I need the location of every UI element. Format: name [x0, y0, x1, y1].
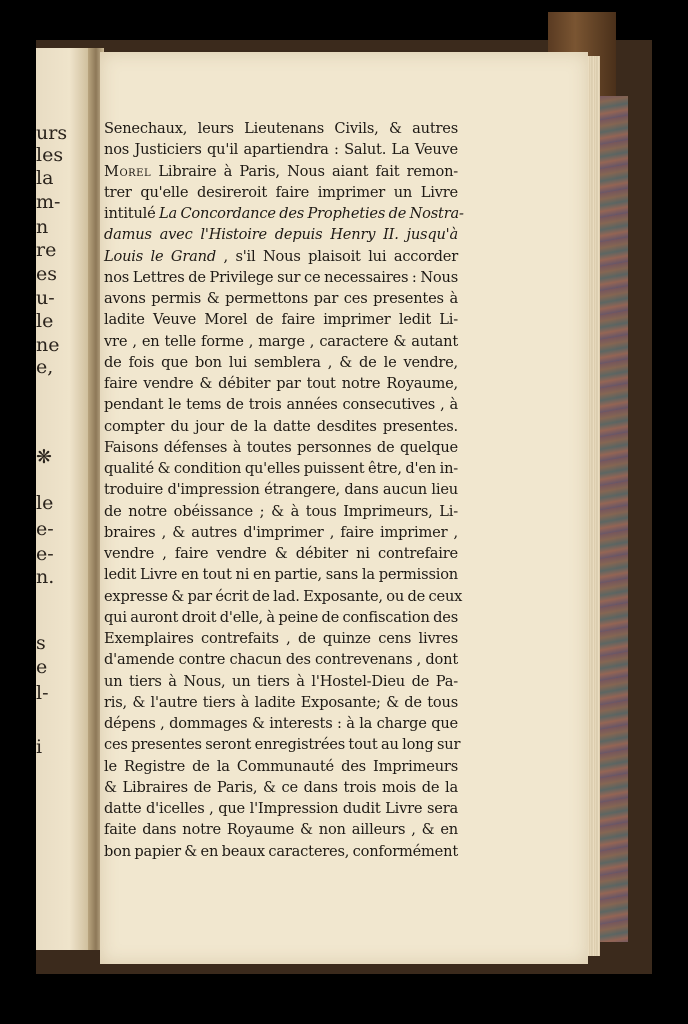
- text-span: La Concordance des Propheties de Nostra-: [159, 205, 464, 222]
- page-text: [104, 118, 464, 862]
- text-span: troduire d'impression étrangere, dans aucun lieu: [104, 481, 458, 499]
- text-span: ladite Veuve Morel de faire imprimer ledit Li-: [104, 311, 458, 329]
- text-span: damus avec l'Histoire depuis Henry II. jusqu'à: [104, 226, 458, 244]
- left-page-fragment: e: [36, 656, 48, 678]
- text-line: [104, 522, 458, 543]
- text-span: d'amende contre chacun des contrevenans , dont: [104, 651, 458, 669]
- text-span: avons permis & permettons par ces presentes à: [104, 290, 458, 307]
- text-line: [104, 246, 458, 267]
- text-line: [104, 437, 458, 458]
- text-span: bon papier & en beaux caracteres, conformément: [104, 842, 458, 860]
- text-line: [104, 394, 458, 415]
- text-line: [104, 331, 458, 352]
- left-page: [36, 48, 92, 950]
- text-line: [104, 628, 458, 649]
- text-line: [104, 416, 458, 437]
- text-line: [104, 139, 458, 160]
- text-line: [104, 267, 458, 288]
- text-line: [104, 373, 458, 394]
- text-span: faire vendre & débiter par tout notre Royaume,: [104, 375, 458, 392]
- text-line: [104, 649, 458, 670]
- text-line: [104, 777, 458, 798]
- text-span: Senechaux, leurs Lieutenans Civils, & autres: [104, 120, 458, 137]
- left-page-fragment: le: [36, 492, 54, 514]
- text-line: [104, 288, 458, 309]
- left-page-fragment: urs: [36, 122, 68, 144]
- text-line: [104, 203, 464, 224]
- text-span: compter du jour de la datte desdites presentes.: [104, 417, 458, 435]
- text-line: [104, 309, 458, 330]
- text-span: un tiers à Nous, un tiers à l'Hostel-Dieu de Pa-: [104, 672, 458, 690]
- text-span: de fois que bon lui semblera , & de le vendre,: [104, 353, 458, 371]
- marbled-endpaper: [600, 96, 628, 942]
- left-page-fragment: n: [36, 216, 49, 238]
- text-span: qualité & condition qu'elles puissent être, d'en in-: [104, 460, 458, 477]
- left-page-fragment: le: [36, 310, 54, 332]
- text-span: le Registre de la Communauté des Imprimeurs: [104, 757, 458, 775]
- text-line: [104, 756, 458, 777]
- left-page-fragment: ne: [36, 334, 60, 356]
- text-span: nos Lettres de Privilege sur ce necessaires : Nous: [104, 268, 458, 286]
- text-span: Morel: [104, 162, 152, 180]
- text-span: Exemplaires contrefaits , de quinze cens livres: [104, 630, 458, 647]
- text-span: vre , en telle forme , marge , caractere & autant: [104, 332, 458, 350]
- text-line: [104, 224, 458, 245]
- left-page-fragment: e-: [36, 543, 54, 565]
- text-span: expresse & par écrit de lad. Exposante, ou de ceux: [104, 587, 463, 605]
- text-span: trer qu'elle desireroit faire imprimer un Livre: [104, 183, 458, 201]
- text-span: Louis le Grand: [104, 247, 217, 265]
- text-span: & Libraires de Paris, & ce dans trois mois de la: [104, 778, 458, 796]
- left-page-fragment: es: [36, 263, 57, 285]
- text-line: [104, 607, 458, 628]
- text-span: ris, & l'autre tiers à ladite Exposante; & de tous: [104, 693, 458, 711]
- text-line: [104, 841, 458, 862]
- text-line: [104, 458, 458, 479]
- text-line: [104, 734, 461, 755]
- text-line: [104, 118, 458, 139]
- text-line: [104, 586, 463, 607]
- text-span: braires , & autres d'imprimer , faire imprimer ,: [104, 523, 458, 541]
- text-line: [104, 161, 458, 182]
- left-page-fragment: s: [36, 632, 46, 654]
- text-span: pendant le tems de trois années consecutives , à: [104, 396, 458, 414]
- left-page-fragment: e-: [36, 518, 54, 540]
- text-span: qui auront droit d'elle, à peine de confiscation des: [104, 608, 458, 626]
- text-span: Faisons défenses à toutes personnes de quelque: [104, 438, 458, 456]
- text-span: nos Justiciers qu'il apartiendra : Salut. La Veuve: [104, 141, 458, 159]
- text-line: [104, 713, 458, 734]
- text-line: [104, 182, 458, 203]
- left-page-fragment: la: [36, 167, 54, 189]
- text-line: [104, 564, 458, 585]
- text-span: datte d'icelles , que l'Impression dudit Livre sera: [104, 800, 458, 817]
- text-span: vendre , faire vendre & débiter ni contrefaire: [104, 545, 458, 562]
- left-page-fragment: re: [36, 239, 57, 261]
- text-span: ledit Livre en tout ni en partie, sans la permission: [104, 566, 458, 584]
- left-page-fragment: e,: [36, 356, 54, 378]
- text-span: de notre obéissance ; & à tous Imprimeurs, Li-: [104, 502, 458, 520]
- left-page-fragment: n.: [36, 566, 55, 588]
- text-span: intitulé: [104, 205, 160, 222]
- left-page-fragment: m-: [36, 191, 61, 213]
- text-line: [104, 479, 458, 500]
- text-line: [104, 543, 458, 564]
- text-span: ces presentes seront enregistrées tout au long sur: [104, 736, 461, 754]
- text-span: faite dans notre Royaume & non ailleurs , & en: [104, 821, 458, 839]
- text-line: [104, 692, 458, 713]
- text-span: Libraire à Paris, Nous aiant fait remon-: [151, 162, 458, 180]
- left-page-fragment: i: [36, 736, 43, 758]
- text-span: , s'il Nous plaisoit lui accorder: [216, 247, 458, 265]
- text-line: [104, 798, 458, 819]
- text-line: [104, 671, 458, 692]
- text-span: dépens , dommages & interests : à la charge que: [104, 715, 458, 732]
- text-line: [104, 352, 458, 373]
- left-page-fragment: u-: [36, 287, 55, 309]
- left-page-fragment: l-: [36, 682, 49, 704]
- left-page-fragment: ❋: [36, 446, 52, 468]
- text-line: [104, 501, 458, 522]
- text-line: [104, 819, 458, 840]
- left-page-fragment: les: [36, 144, 64, 166]
